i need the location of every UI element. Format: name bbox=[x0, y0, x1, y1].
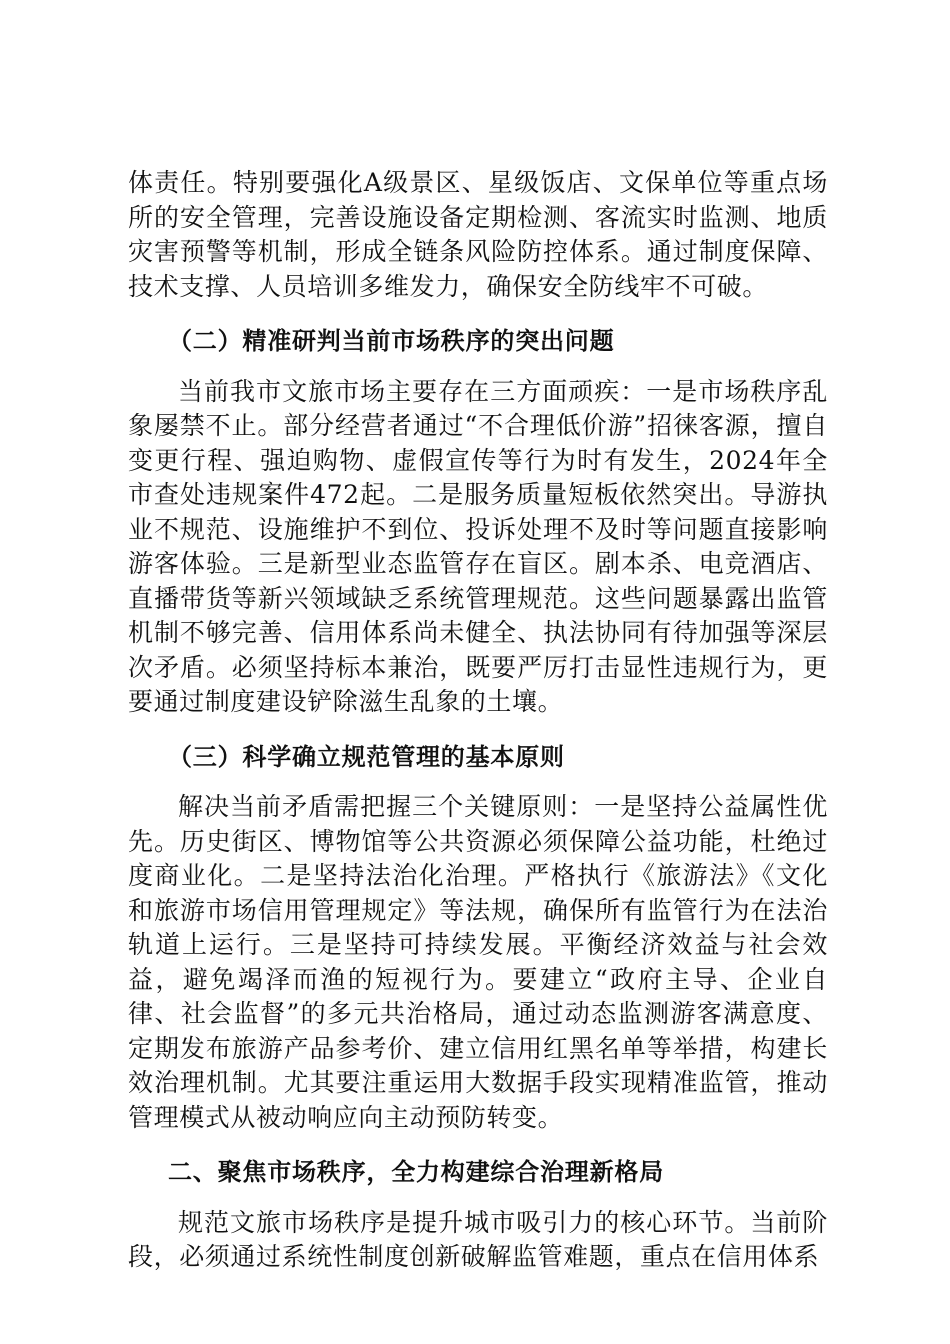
spacer bbox=[128, 774, 828, 790]
spacer bbox=[128, 1135, 828, 1155]
chapter-heading-comprehensive-governance: 二、聚焦市场秩序，全力构建综合治理新格局 bbox=[168, 1158, 664, 1186]
paragraph-basic-principles: 解决当前矛盾需把握三个关键原则：一是坚持公益属性优先。历史街区、博物馆等公共资源必须保障公益功能，杜绝过度商业化。二是坚持法治化治理。严格执行《旅游法》《文化和旅游市场信用管理规定》等法规，确保所有监管行为在法治轨道上运行。三是坚持可持续发展。平衡经济效益与社会效益，避免竭泽而渔的短视行为。要建立“政府主导、企业自律、社会监督”的多元共治格局，通过动态监测游客满意度、定期发布旅游产品参考价、建立信用红黑名单等举措，构建长效治理机制。尤其要注重运用大数据手段实现精准监管，推动管理模式从被动响应向主动预防转变。 bbox=[128, 792, 828, 1132]
paragraph-market-order-intro: 规范文旅市场秩序是提升城市吸引力的核心环节。当前阶段，必须通过系统性制度创新破解监管难题，重点在信用体系 bbox=[128, 1207, 828, 1271]
paragraph-safety-responsibility: 体责任。特别要强化A级景区、星级饭店、文保单位等重点场所的安全管理，完善设施设备定期检测、客流实时监测、地质灾害预警等机制，形成全链条风险防控体系。通过制度保障、技术支撑、人员培训多维发力，确保安全防线牢不可破。 bbox=[128, 168, 828, 301]
section-heading-market-problems: （二）精准研判当前市场秩序的突出问题 bbox=[168, 327, 615, 355]
paragraph-market-problems: 当前我市文旅市场主要存在三方面顽疾：一是市场秩序乱象屡禁不止。部分经营者通过“不合理低价游”招徕客源，擅自变更行程、强迫购物、虚假宣传等行为时有发生，2024年全市查处违规案件472起。二是服务质量短板依然突出。导游执业不规范、设施维护不到位、投诉处理不及时等问题直接影响游客体验。三是新型业态监管存在盲区。剧本杀、电竞酒店、直播带货等新兴领域缺乏系统管理规范。这些问题暴露出监管机制不够完善、信用体系尚未健全、执法协同有待加强等深层次矛盾。必须坚持标本兼治，既要严厉打击显性违规行为，更要通过制度建设铲除滋生乱象的土壤。 bbox=[128, 376, 828, 716]
spacer bbox=[128, 359, 828, 375]
section-heading-basic-principles: （三）科学确立规范管理的基本原则 bbox=[168, 742, 565, 771]
spacer bbox=[128, 1190, 828, 1206]
spacer bbox=[128, 304, 828, 324]
spacer bbox=[128, 720, 828, 740]
